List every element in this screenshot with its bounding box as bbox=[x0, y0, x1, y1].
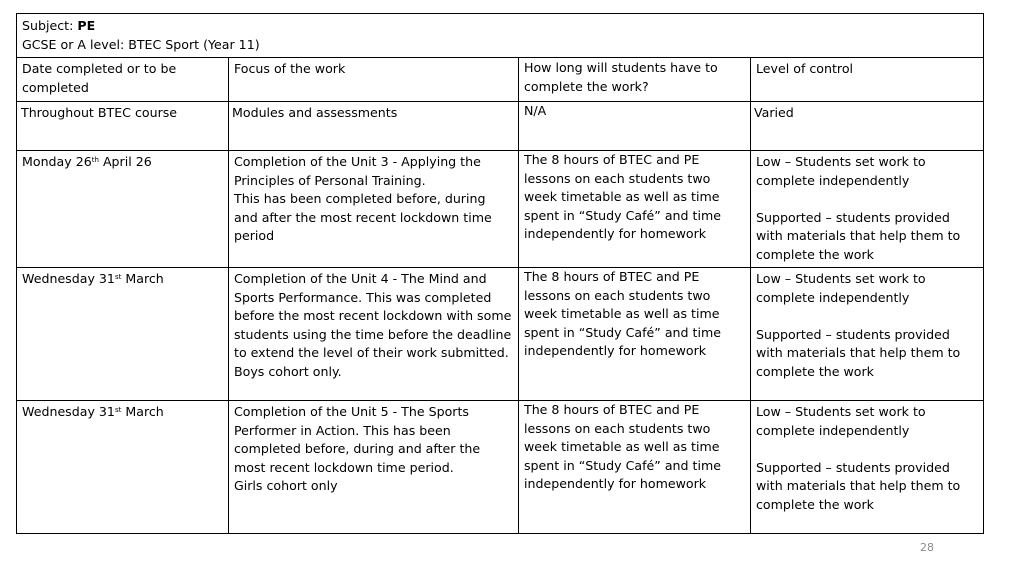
control-paragraph: Low – Students set work to complete independently bbox=[756, 404, 926, 438]
focus-cell bbox=[229, 102, 519, 151]
date-text: Wednesday 31 bbox=[22, 271, 115, 286]
date-cell bbox=[17, 102, 229, 151]
date-suffix: th bbox=[91, 156, 99, 164]
column-header-duration: How long will students have to complete the work? bbox=[519, 58, 751, 102]
control-paragraph: Low – Students set work to complete independently bbox=[756, 154, 926, 188]
table-row bbox=[17, 268, 984, 401]
date-text-end: March bbox=[121, 404, 164, 419]
subject-cell bbox=[17, 14, 984, 58]
work-schedule-table bbox=[16, 13, 984, 534]
control-paragraph: Low – Students set work to complete independently bbox=[756, 271, 926, 305]
subject-row bbox=[17, 14, 984, 58]
table-row bbox=[17, 401, 984, 534]
subject-line bbox=[22, 17, 978, 36]
focus-paragraph: Completion of the Unit 3 - Applying the Principles of Personal Training. bbox=[234, 154, 481, 188]
date-cell bbox=[17, 268, 229, 401]
duration-cell: The 8 hours of BTEC and PE lessons on each students two week timetable as well as time spent in “Study Café” and time independently for homework bbox=[519, 401, 751, 534]
control-paragraph: Supported – students provided with materials that help them to complete the work bbox=[756, 326, 961, 379]
duration-cell: The 8 hours of BTEC and PE lessons on each students two week timetable as well as time spent in “Study Café” and time independently for homework bbox=[519, 268, 751, 401]
column-header-focus: Focus of the work bbox=[229, 58, 519, 102]
table-row bbox=[17, 151, 984, 268]
duration-cell: N/A bbox=[519, 102, 751, 151]
subject-value: PE bbox=[77, 18, 96, 33]
control-cell bbox=[751, 151, 984, 268]
date-cell bbox=[17, 151, 229, 268]
paragraph-gap bbox=[756, 190, 978, 209]
subject-label: Subject: bbox=[22, 18, 74, 33]
control-paragraph: Supported – students provided with materials that help them to complete the work bbox=[756, 209, 961, 262]
control-cell bbox=[751, 268, 984, 401]
table-row bbox=[17, 102, 984, 151]
level-line: GCSE or A level: BTEC Sport (Year 11) bbox=[22, 36, 260, 52]
date-text-end: March bbox=[121, 271, 164, 286]
control-cell bbox=[751, 401, 984, 534]
focus-paragraph: Boys cohort only. bbox=[234, 363, 342, 379]
control-paragraph: Varied bbox=[754, 105, 794, 120]
column-header-date: Date completed or to be completed bbox=[17, 58, 229, 102]
control-cell bbox=[751, 102, 984, 151]
duration-cell: The 8 hours of BTEC and PE lessons on each students two week timetable as well as time spent in “Study Café” and time independently for homework bbox=[519, 151, 751, 268]
focus-paragraph: Completion of the Unit 4 - The Mind and Sports Performance. This was completed before the most recent lockdown with some students using the time before the deadline to extend the level of their work submitted. bbox=[234, 271, 512, 360]
date-text: Monday 26 bbox=[22, 154, 92, 169]
date-text-end: April 26 bbox=[98, 154, 152, 169]
date-cell bbox=[17, 401, 229, 534]
focus-paragraph: Girls cohort only bbox=[234, 478, 338, 493]
column-header-control: Level of control bbox=[751, 58, 984, 102]
focus-cell bbox=[229, 401, 519, 534]
paragraph-gap bbox=[756, 307, 978, 326]
date-suffix: st bbox=[114, 273, 122, 281]
date-text: Wednesday 31 bbox=[22, 404, 115, 419]
date-text: Throughout BTEC course bbox=[21, 105, 178, 120]
focus-cell bbox=[229, 151, 519, 268]
focus-paragraph: Completion of the Unit 5 - The Sports Performer in Action. This has been completed before, during and after the most recent lockdown time period. bbox=[234, 404, 481, 475]
control-paragraph: Supported – students provided with materials that help them to complete the work bbox=[756, 459, 961, 512]
page-number: 28 bbox=[920, 541, 934, 554]
date-suffix: st bbox=[114, 406, 122, 414]
focus-paragraph: This has been completed before, during and after the most recent lockdown time period bbox=[234, 191, 492, 243]
header-row bbox=[17, 58, 984, 102]
paragraph-gap bbox=[756, 440, 978, 459]
focus-paragraph: Modules and assessments bbox=[232, 105, 398, 120]
focus-cell bbox=[229, 268, 519, 401]
